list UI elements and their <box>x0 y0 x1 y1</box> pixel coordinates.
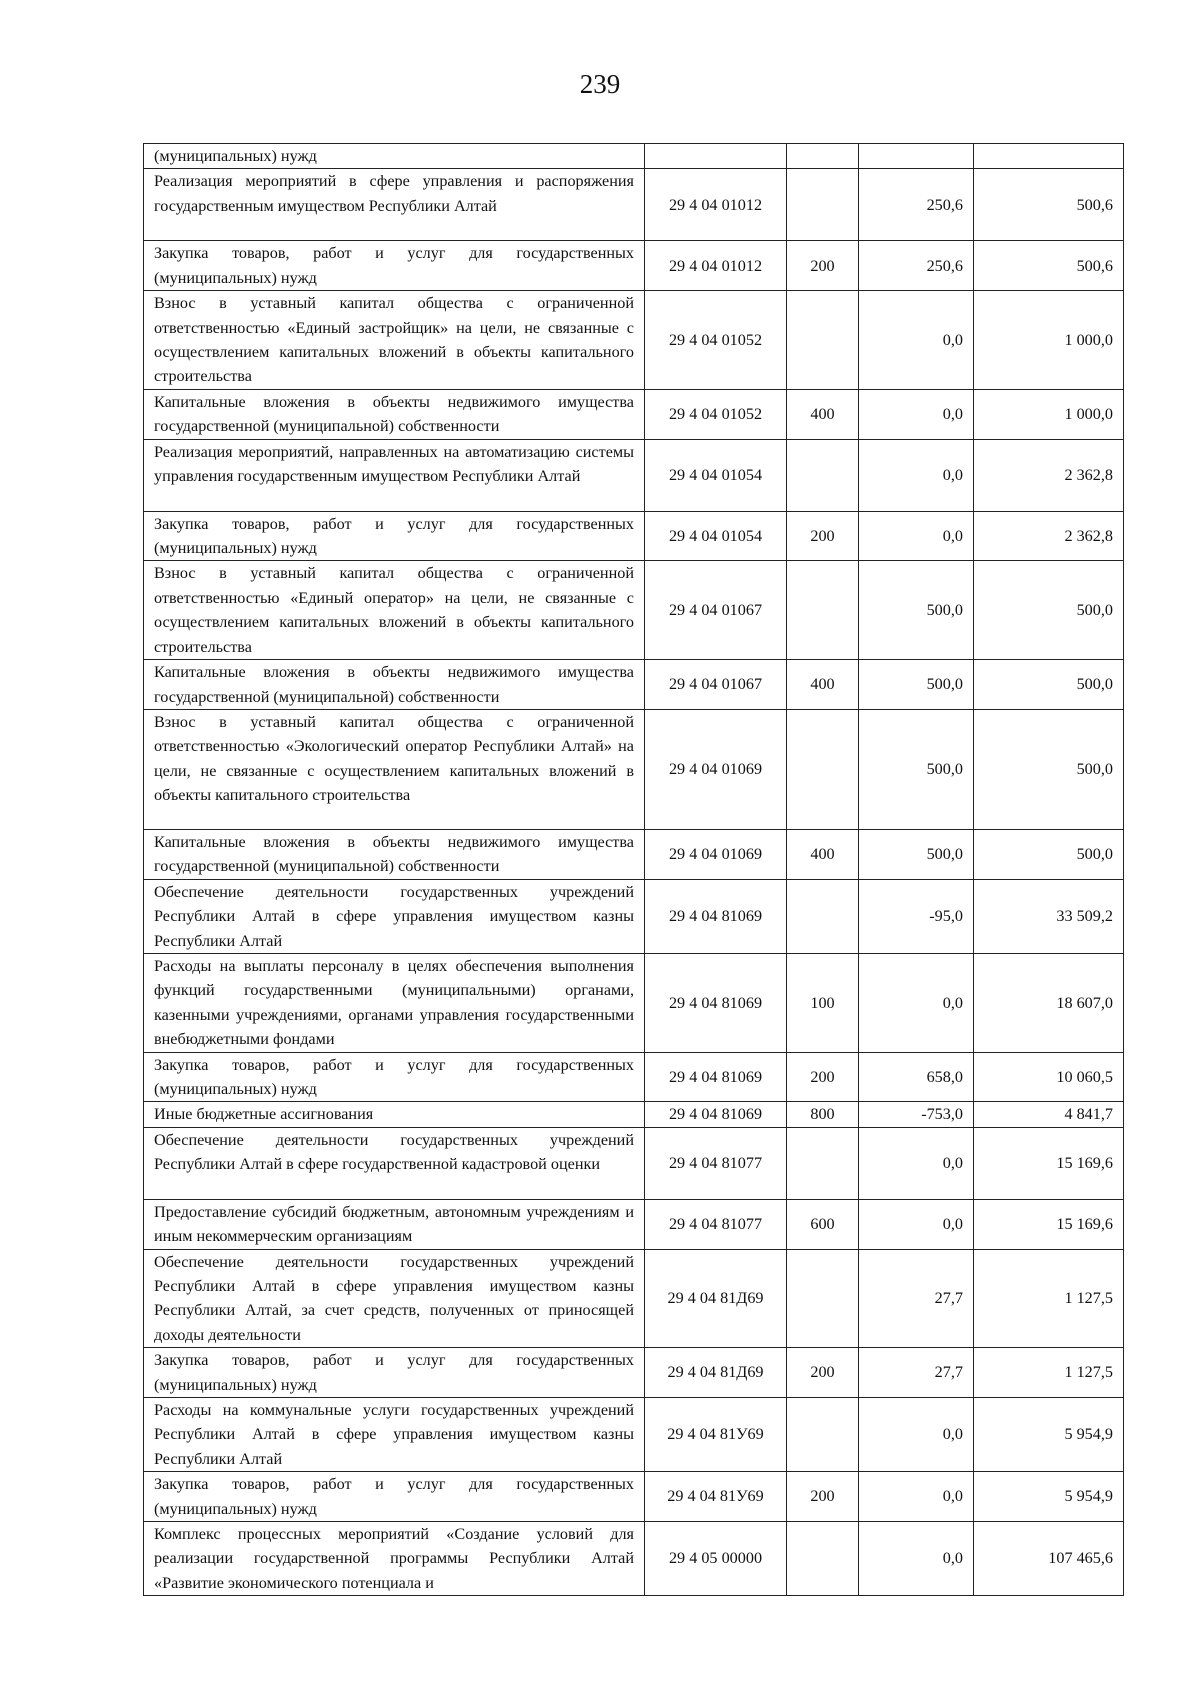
cell-type: 400 <box>787 660 859 710</box>
cell-name: Обеспечение деятельности государственных учреждений Республики Алтай в сфере государственной кадастровой оценки <box>144 1127 645 1199</box>
cell-code: 29 4 04 01012 <box>645 241 787 291</box>
cell-code: 29 4 04 81Д69 <box>645 1249 787 1348</box>
cell-type <box>787 709 859 829</box>
cell-amount: 500,0 <box>974 709 1124 829</box>
cell-code: 29 4 04 01054 <box>645 439 787 511</box>
cell-code: 29 4 04 01067 <box>645 561 787 660</box>
cell-change: 500,0 <box>859 829 974 879</box>
cell-name: Реализация мероприятий в сфере управления и распоряжения государственным имуществом Республики Алтай <box>144 169 645 241</box>
cell-code: 29 4 04 01069 <box>645 709 787 829</box>
cell-type: 800 <box>787 1102 859 1127</box>
cell-code: 29 4 04 81069 <box>645 953 787 1052</box>
cell-change: 27,7 <box>859 1249 974 1348</box>
cell-change: 0,0 <box>859 389 974 439</box>
cell-name: Закупка товаров, работ и услуг для государственных (муниципальных) нужд <box>144 1348 645 1398</box>
cell-name: Закупка товаров, работ и услуг для государственных (муниципальных) нужд <box>144 511 645 561</box>
table-row <box>144 1127 1124 1199</box>
cell-name: Иные бюджетные ассигнования <box>144 1102 645 1127</box>
table-row <box>144 439 1124 511</box>
cell-change: -95,0 <box>859 879 974 953</box>
cell-change: 500,0 <box>859 660 974 710</box>
cell-type: 200 <box>787 1348 859 1398</box>
cell-code: 29 4 04 01054 <box>645 511 787 561</box>
table-row <box>144 144 1124 169</box>
cell-code: 29 4 04 81069 <box>645 1052 787 1102</box>
cell-amount: 4 841,7 <box>974 1102 1124 1127</box>
cell-type <box>787 1249 859 1348</box>
cell-name: Капитальные вложения в объекты недвижимого имущества государственной (муниципальной) собственности <box>144 660 645 710</box>
cell-code: 29 4 04 01069 <box>645 829 787 879</box>
cell-amount: 2 362,8 <box>974 511 1124 561</box>
cell-amount: 500,6 <box>974 241 1124 291</box>
cell-amount: 15 169,6 <box>974 1199 1124 1249</box>
table-row <box>144 660 1124 710</box>
cell-type: 100 <box>787 953 859 1052</box>
cell-name: Закупка товаров, работ и услуг для государственных (муниципальных) нужд <box>144 1052 645 1102</box>
cell-amount: 107 465,6 <box>974 1522 1124 1596</box>
table-row <box>144 169 1124 241</box>
cell-change: 658,0 <box>859 1052 974 1102</box>
cell-type <box>787 1398 859 1472</box>
cell-change: 500,0 <box>859 561 974 660</box>
table-row <box>144 1052 1124 1102</box>
table-row <box>144 1472 1124 1522</box>
cell-type: 200 <box>787 1052 859 1102</box>
cell-name: Взнос в уставный капитал общества с ограниченной ответственностью «Единый застройщик» на цели, не связанные с осуществлением капитальных вложений в объекты капитального строительства <box>144 291 645 390</box>
cell-change: -753,0 <box>859 1102 974 1127</box>
cell-amount: 2 362,8 <box>974 439 1124 511</box>
cell-amount: 5 954,9 <box>974 1472 1124 1522</box>
cell-name: Расходы на коммунальные услуги государственных учреждений Республики Алтай в сфере управления имуществом казны Республики Алтай <box>144 1398 645 1472</box>
table-row <box>144 291 1124 390</box>
cell-type <box>787 1127 859 1199</box>
cell-type <box>787 291 859 390</box>
cell-name: Закупка товаров, работ и услуг для государственных (муниципальных) нужд <box>144 241 645 291</box>
cell-type: 200 <box>787 241 859 291</box>
cell-code: 29 4 04 81У69 <box>645 1472 787 1522</box>
cell-name: Капитальные вложения в объекты недвижимого имущества государственной (муниципальной) собственности <box>144 389 645 439</box>
cell-name: (муниципальных) нужд <box>144 144 645 169</box>
cell-type <box>787 169 859 241</box>
cell-type <box>787 561 859 660</box>
cell-amount: 18 607,0 <box>974 953 1124 1052</box>
cell-amount: 33 509,2 <box>974 879 1124 953</box>
cell-code: 29 4 04 01012 <box>645 169 787 241</box>
cell-code: 29 4 04 01052 <box>645 389 787 439</box>
cell-amount: 500,6 <box>974 169 1124 241</box>
cell-change: 250,6 <box>859 169 974 241</box>
table-row <box>144 389 1124 439</box>
cell-name: Обеспечение деятельности государственных учреждений Республики Алтай в сфере управления имуществом казны Республики Алтай <box>144 879 645 953</box>
cell-change: 0,0 <box>859 1199 974 1249</box>
table-row <box>144 561 1124 660</box>
cell-amount: 10 060,5 <box>974 1052 1124 1102</box>
cell-type <box>787 439 859 511</box>
cell-code: 29 4 04 81077 <box>645 1127 787 1199</box>
cell-name: Капитальные вложения в объекты недвижимого имущества государственной (муниципальной) собственности <box>144 829 645 879</box>
cell-amount: 1 127,5 <box>974 1348 1124 1398</box>
cell-name: Взнос в уставный капитал общества с ограниченной ответственностью «Единый оператор» на цели, не связанные с осуществлением капитальных вложений в объекты капитального строительства <box>144 561 645 660</box>
cell-code: 29 4 04 01067 <box>645 660 787 710</box>
cell-code: 29 4 04 81069 <box>645 1102 787 1127</box>
table-row <box>144 953 1124 1052</box>
cell-change: 0,0 <box>859 1522 974 1596</box>
cell-change: 0,0 <box>859 1127 974 1199</box>
table-row <box>144 1398 1124 1472</box>
cell-change: 0,0 <box>859 511 974 561</box>
cell-type: 200 <box>787 1472 859 1522</box>
cell-type <box>787 879 859 953</box>
cell-name: Обеспечение деятельности государственных учреждений Республики Алтай в сфере управления имуществом казны Республики Алтай, за счет средств, полученных от приносящей доходы деятельности <box>144 1249 645 1348</box>
cell-type <box>787 1522 859 1596</box>
cell-code: 29 4 05 00000 <box>645 1522 787 1596</box>
cell-amount: 5 954,9 <box>974 1398 1124 1472</box>
cell-type <box>787 144 859 169</box>
table-row <box>144 829 1124 879</box>
cell-change: 27,7 <box>859 1348 974 1398</box>
cell-name: Предоставление субсидий бюджетным, автономным учреждениям и иным некоммерческим организациям <box>144 1199 645 1249</box>
cell-code: 29 4 04 81069 <box>645 879 787 953</box>
table-row <box>144 241 1124 291</box>
cell-code: 29 4 04 01052 <box>645 291 787 390</box>
cell-code: 29 4 04 81Д69 <box>645 1348 787 1398</box>
cell-name: Комплекс процессных мероприятий «Создание условий для реализации государственной программы Республики Алтай «Развитие экономического потенциала и <box>144 1522 645 1596</box>
cell-code: 29 4 04 81077 <box>645 1199 787 1249</box>
cell-name: Реализация мероприятий, направленных на автоматизацию системы управления государственным имуществом Республики Алтай <box>144 439 645 511</box>
cell-change: 250,6 <box>859 241 974 291</box>
cell-name: Закупка товаров, работ и услуг для государственных (муниципальных) нужд <box>144 1472 645 1522</box>
cell-amount: 500,0 <box>974 829 1124 879</box>
budget-table <box>143 143 1124 1596</box>
cell-amount: 15 169,6 <box>974 1127 1124 1199</box>
cell-type: 400 <box>787 829 859 879</box>
cell-change: 0,0 <box>859 1472 974 1522</box>
cell-name: Расходы на выплаты персоналу в целях обеспечения выполнения функций государственными (муниципальными) органами, казенными учреждениями, органами управления государственными внебюджетными фондами <box>144 953 645 1052</box>
cell-amount: 1 127,5 <box>974 1249 1124 1348</box>
cell-amount: 500,0 <box>974 561 1124 660</box>
cell-name: Взнос в уставный капитал общества с ограниченной ответственностью «Экологический оператор Республики Алтай» на цели, не связанные с осуществлением капитальных вложений в объекты капитального строительства <box>144 709 645 829</box>
table-row <box>144 879 1124 953</box>
table-row <box>144 1522 1124 1596</box>
cell-code: 29 4 04 81У69 <box>645 1398 787 1472</box>
cell-code <box>645 144 787 169</box>
cell-amount: 1 000,0 <box>974 291 1124 390</box>
table-row <box>144 1199 1124 1249</box>
table-row <box>144 709 1124 829</box>
cell-type: 600 <box>787 1199 859 1249</box>
cell-change <box>859 144 974 169</box>
cell-amount: 500,0 <box>974 660 1124 710</box>
table-row <box>144 511 1124 561</box>
cell-type: 200 <box>787 511 859 561</box>
page-number: 239 <box>579 69 621 99</box>
cell-change: 0,0 <box>859 291 974 390</box>
table-row <box>144 1102 1124 1127</box>
cell-amount: 1 000,0 <box>974 389 1124 439</box>
cell-change: 500,0 <box>859 709 974 829</box>
cell-type: 400 <box>787 389 859 439</box>
cell-change: 0,0 <box>859 439 974 511</box>
table-row <box>144 1249 1124 1348</box>
table-body <box>144 144 1124 1596</box>
cell-amount <box>974 144 1124 169</box>
cell-change: 0,0 <box>859 953 974 1052</box>
cell-change: 0,0 <box>859 1398 974 1472</box>
table-row <box>144 1348 1124 1398</box>
